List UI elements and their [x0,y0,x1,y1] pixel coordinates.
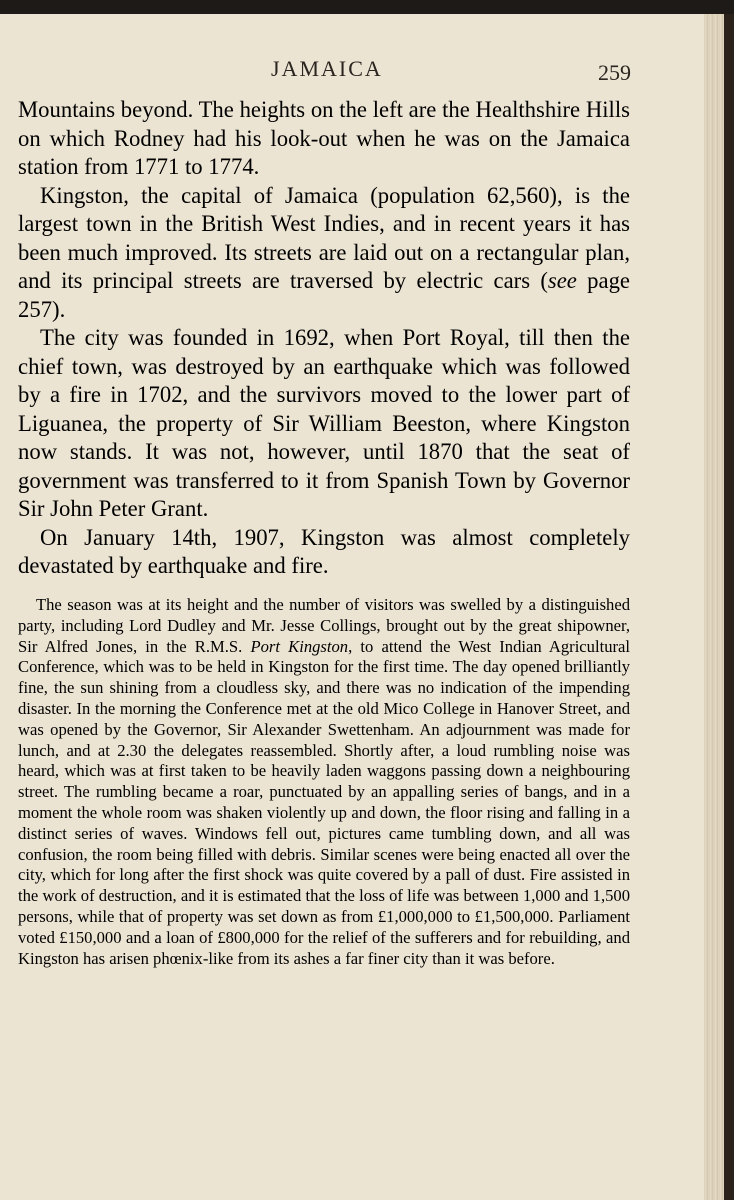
small-print-passage [18,595,630,969]
italic-text: see [547,268,577,293]
paragraph: Mountains beyond. The heights on the left are the Healthshire Hills on which Rodney had his look-out when he was on the Jamaica station from 1771 to 1774. [18,97,630,179]
paragraph-text: Kingston, the capital of Jamaica (population 62,560), is the largest town in the British West Indies, and in recent years it has been much improved. Its streets are laid out on a rectangular plan, and its principal streets are traversed by electric cars ( [18,182,630,293]
page-header [0,56,704,96]
running-title: JAMAICA [271,56,383,81]
small-paragraph [18,595,630,969]
small-text: , to attend the West Indian Agricultural Conference, which was to be held in Kingston for the first time. The day opened brilliantly fine, the sun shining from a cloudless sky, and there was no indication of the impending disaster. In the morning the Conference met at the old Mico College in Hanover Street, and was opened by the Governor, Sir Alexander Swettenham. An adjournment was made for lunch, and at 2.30 the delegates reassembled. Shortly after, a loud rumbling noise was heard, which was at first taken to be heavily laden waggons passing down a neighbouring street. The rumbling became a roar, punctuated by an appalling series of bangs, and in a moment the whole room was shaken violently up and down, the floor rising and falling in a distinct series of waves. Windows fell out, pictures came tumbling down, and all was confusion, the room being filled with debris. Similar scenes were being enacted all over the city, which for long after the first shock was quite covered by a pall of dust. Fire assisted in the work of destruction, and it is estimated that the loss of life was between 1,000 and 1,500 persons, while that of property was set down as from £1,000,000 to £1,500,000. Parliament voted £150,000 and a loan of £800,000 for the relief of the sufferers and for rebuilding, and Kingston has arisen phœnix-like from its ashes a far finer city than it was before. [18,636,630,968]
paragraph [18,182,630,325]
small-text: The season was at its height and the number of visitors was swelled by a distinguished party, including Lord Dudley and Mr. Jesse Collings, brought out by the great shipowner, Sir Alfred Jones, in the R.M.S. [18,595,630,656]
book-cover-edge [724,14,734,1200]
paragraph-text: page 257). [18,268,630,322]
paragraph: On January 14th, 1907, Kingston was almost completely devastated by earthquake and fire. [18,524,630,578]
page-edge [704,14,724,1200]
paragraph: The city was founded in 1692, when Port Royal, till then the chief town, was destroyed by an earthquake which was followed by a fire in 1702, and the survivors moved to the lower part of Liguanea, the property of Sir William Beeston, where Kingston now stands. It was not, however, until 1870 that the seat of government was transferred to it from Spanish Town by Governor Sir John Peter Grant. [18,325,630,521]
page-number: 259 [598,60,631,85]
ship-name: Port Kingston [250,636,349,656]
main-text [18,96,630,581]
